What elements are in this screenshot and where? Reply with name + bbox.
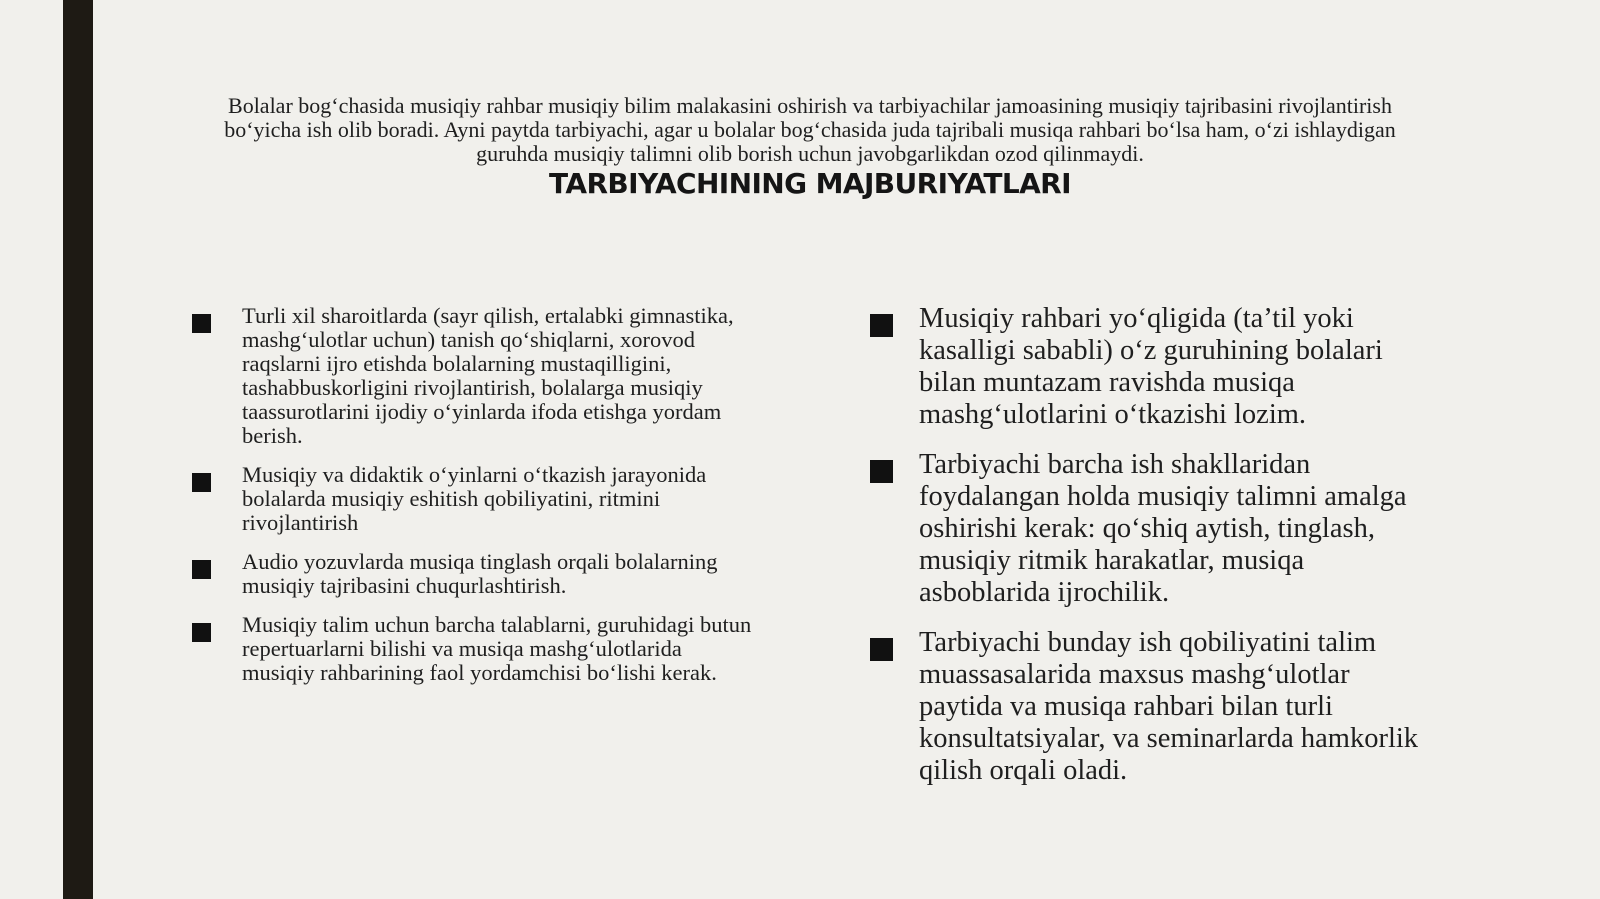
list-item	[192, 613, 752, 685]
list-item	[192, 304, 752, 448]
list-item-text: Musiqiy rahbari yo‘qligida (ta’til yoki kasalligi sababli) o‘z guruhining bolalari bilan muntazam ravishda musiqa mashg‘ulotlarini o‘tkazishi lozim.	[919, 303, 1383, 430]
list-item-text: Musiqiy va didaktik o‘yinlarni o‘tkazish jarayonida bolalarda musiqiy eshitish qobiliyatini, ritmini rivojlantirish	[242, 462, 707, 535]
list-item-text: Turli xil sharoitlarda (sayr qilish, ertalabki gimnastika, mashg‘ulotlar uchun) tanish qo‘shiqlarni, xorovod raqslarni ijro etishda bolalarning mustaqilligini, tashabbuskorligini rivojlantirish, bolalarga musiqiy taassurotlarini ijodiy o‘yinlarda ifoda etishga yordam berish.	[242, 303, 734, 448]
slide-heading: TARBIYACHINING MAJBURIYATLARI	[549, 167, 1071, 200]
left-bullet-list	[192, 304, 752, 700]
list-item	[870, 627, 1440, 787]
square-bullet-icon	[870, 460, 893, 483]
list-item-text: Tarbiyachi bunday ish qobiliyatini talim muassasalarida maxsus mashg‘ulotlar paytida va musiqa rahbari bilan turli konsultatsiyalar, va seminarlarda hamkorlik qilish orqali oladi.	[919, 627, 1419, 786]
list-item	[870, 449, 1440, 609]
intro-paragraph: Bolalar bog‘chasida musiqiy rahbar musiqiy bilim malakasini oshirish va tarbiyachilar jamoasining musiqiy tajribasini rivojlantirish bo‘yicha ish olib boradi. Ayni paytda tarbiyachi, agar u bolalar bog‘chasida juda tajribali musiqa rahbari bo‘lsa ham, o‘zi ishlaydigan guruhda musiqiy talimni olib borish uchun javobgarlikdan ozod qilinmaydi.	[224, 93, 1396, 166]
right-bullet-list	[870, 303, 1440, 805]
left-accent-bar	[63, 0, 93, 899]
square-bullet-icon	[192, 623, 211, 642]
list-item-text: Audio yozuvlarda musiqa tinglash orqali bolalarning musiqiy tajribasini chuqurlashtirish.	[242, 549, 718, 598]
list-item	[192, 550, 752, 598]
square-bullet-icon	[870, 638, 893, 661]
square-bullet-icon	[192, 560, 211, 579]
square-bullet-icon	[192, 314, 211, 333]
list-item-text: Musiqiy talim uchun barcha talablarni, guruhidagi butun repertuarlarni bilishi va musiqa mashg‘ulotlarida musiqiy rahbarining faol yordamchisi bo‘lishi kerak.	[242, 612, 752, 685]
list-item	[192, 463, 752, 535]
square-bullet-icon	[192, 473, 211, 492]
list-item	[870, 303, 1440, 431]
list-item-text: Tarbiyachi barcha ish shakllaridan foydalangan holda musiqiy talimni amalga oshirishi kerak: qo‘shiq aytish, tinglash, musiqiy ritmik harakatlar, musiqa asboblarida ijrochilik.	[919, 449, 1407, 608]
square-bullet-icon	[870, 314, 893, 337]
